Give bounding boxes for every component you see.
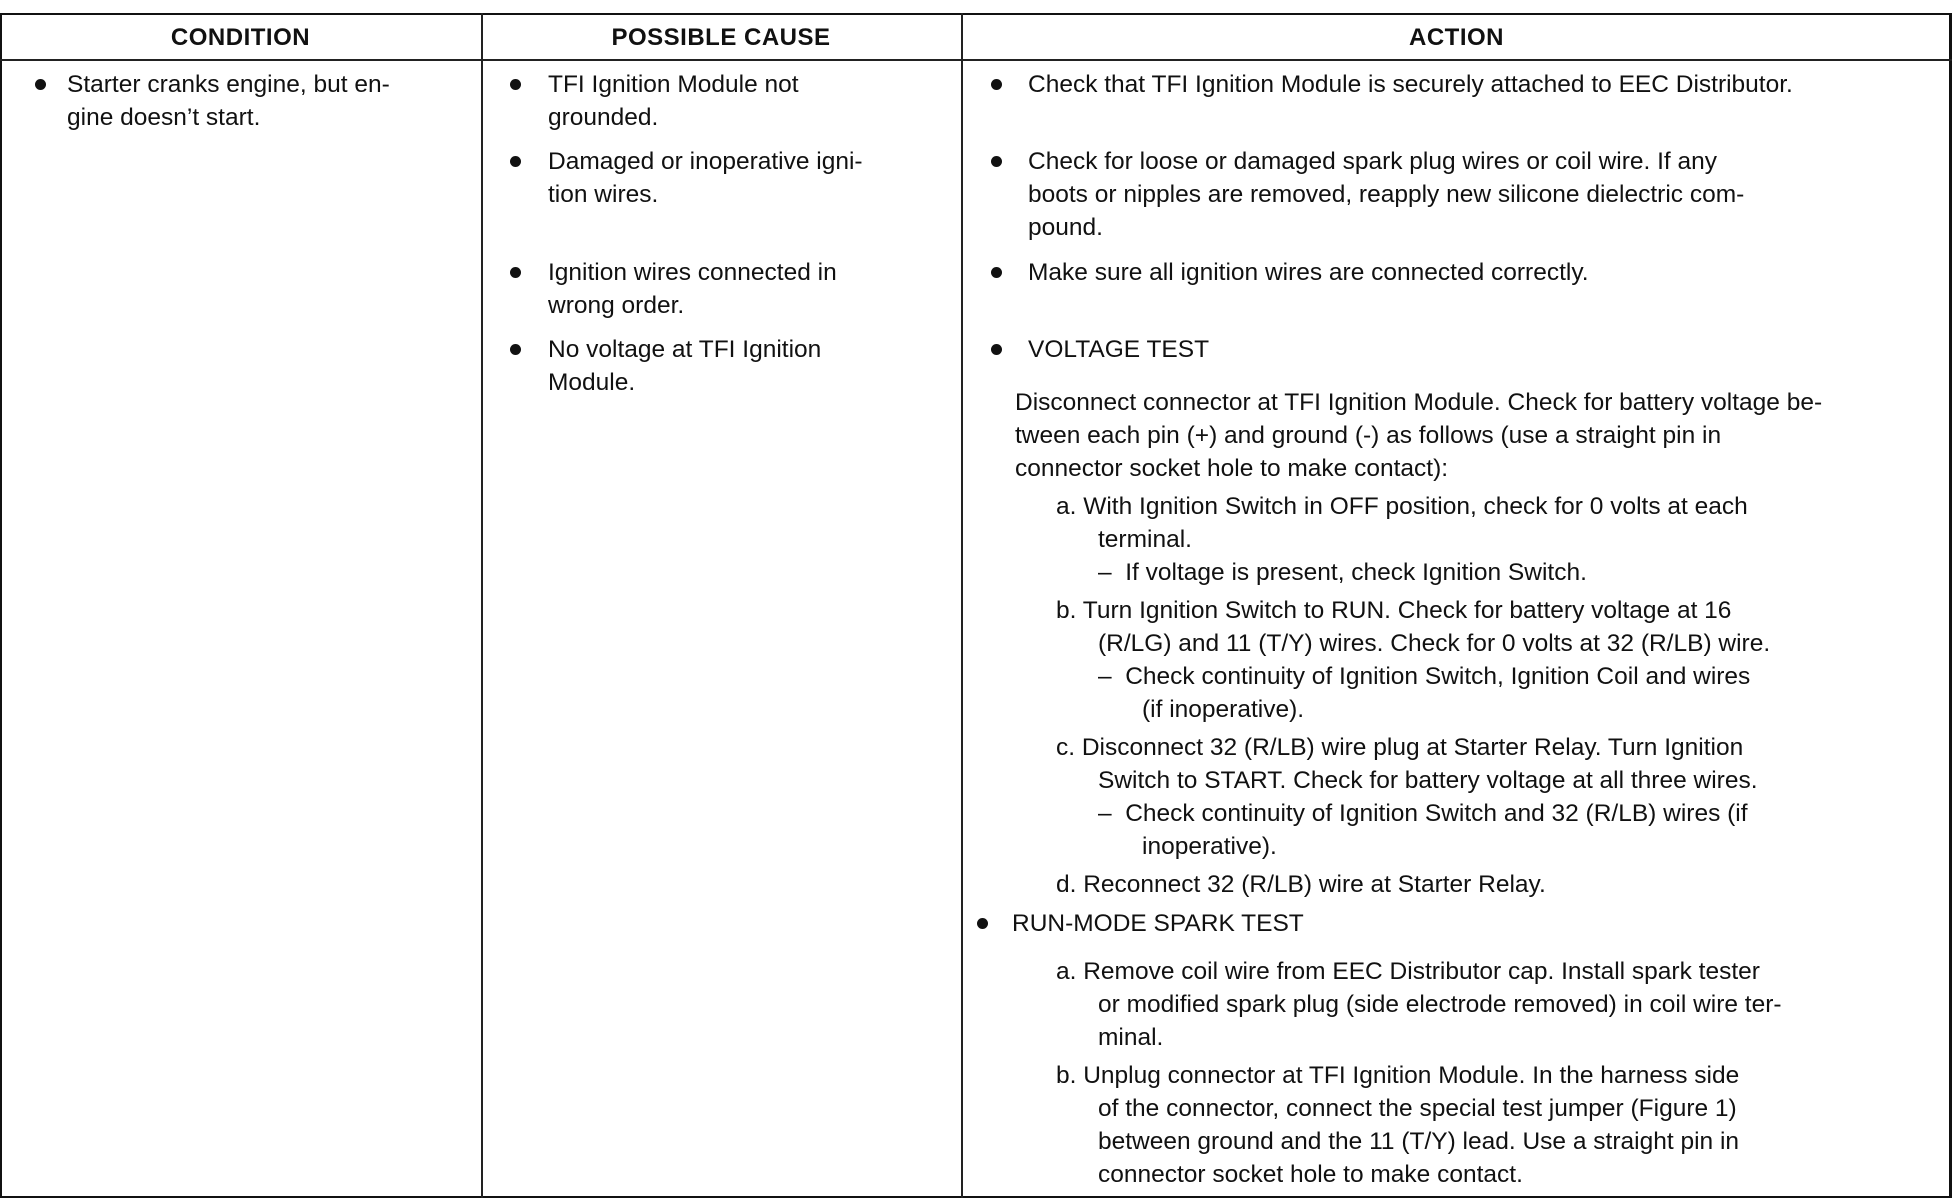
- run-mode-step-b: b. Unplug connector at TFI Ignition Module. In the harness side: [1056, 1062, 1740, 1089]
- action-line: Check that TFI Ignition Module is securely attached to EEC Distributor.: [1028, 71, 1793, 98]
- condition-line: gine doesn’t start.: [67, 104, 261, 131]
- bullet-icon: [510, 156, 521, 167]
- run-mode-step-a: or modified spark plug (side electrode removed) in coil wire ter-: [1098, 991, 1782, 1018]
- cause-line: No voltage at TFI Ignition: [548, 336, 822, 363]
- run-mode-step-a: a. Remove coil wire from EEC Distributor cap. Install spark tester: [1056, 958, 1760, 985]
- voltage-step-b: b. Turn Ignition Switch to RUN. Check for battery voltage at 16: [1056, 597, 1732, 624]
- condition-line: Starter cranks engine, but en-: [67, 71, 390, 98]
- action-line: pound.: [1028, 214, 1103, 241]
- bullet-icon: [977, 918, 988, 929]
- voltage-step-d: d. Reconnect 32 (R/LB) wire at Starter Relay.: [1056, 871, 1546, 898]
- bullet-icon: [35, 79, 46, 90]
- bullet-icon: [510, 344, 521, 355]
- action-line: Make sure all ignition wires are connected correctly.: [1028, 259, 1589, 286]
- cause-line: tion wires.: [548, 181, 659, 208]
- run-mode-step-b: connector socket hole to make contact.: [1098, 1161, 1523, 1188]
- voltage-test-intro: connector socket hole to make contact):: [1015, 455, 1449, 482]
- voltage-test-intro: Disconnect connector at TFI Ignition Module. Check for battery voltage be-: [1015, 389, 1823, 416]
- cause-line: grounded.: [548, 104, 659, 131]
- header-divider: [0, 59, 1952, 61]
- voltage-test-intro: tween each pin (+) and ground (-) as follows (use a straight pin in: [1015, 422, 1722, 449]
- header-action: ACTION: [1409, 24, 1504, 51]
- run-mode-step-b: of the connector, connect the special test jumper (Figure 1): [1098, 1095, 1737, 1122]
- voltage-step-b-sub: (if inoperative).: [1142, 696, 1305, 723]
- run-mode-step-a: minal.: [1098, 1024, 1164, 1051]
- action-line: boots or nipples are removed, reapply new silicone dielectric com-: [1028, 181, 1745, 208]
- header-condition: CONDITION: [170, 24, 311, 51]
- cause-line: Ignition wires connected in: [548, 259, 837, 286]
- column-divider-2: [961, 13, 963, 1198]
- voltage-step-c-sub: – Check continuity of Ignition Switch and 32 (R/LB) wires (if: [1098, 800, 1748, 827]
- bullet-icon: [991, 267, 1002, 278]
- bullet-icon: [510, 267, 521, 278]
- cause-line: Module.: [548, 369, 636, 396]
- voltage-step-a: a. With Ignition Switch in OFF position, check for 0 volts at each: [1056, 493, 1748, 520]
- voltage-step-c-sub: inoperative).: [1142, 833, 1277, 860]
- cause-line: TFI Ignition Module not: [548, 71, 799, 98]
- voltage-step-b: (R/LG) and 11 (T/Y) wires. Check for 0 volts at 32 (R/LB) wire.: [1098, 630, 1771, 657]
- voltage-step-a-sub: – If voltage is present, check Ignition Switch.: [1098, 559, 1587, 586]
- run-mode-title: RUN-MODE SPARK TEST: [1012, 910, 1304, 937]
- run-mode-step-b: between ground and the 11 (T/Y) lead. Use a straight pin in: [1098, 1128, 1740, 1155]
- bullet-icon: [991, 79, 1002, 90]
- header-possible-cause: POSSIBLE CAUSE: [611, 24, 831, 51]
- action-line: Check for loose or damaged spark plug wires or coil wire. If any: [1028, 148, 1718, 175]
- voltage-step-c: Switch to START. Check for battery voltage at all three wires.: [1098, 767, 1758, 794]
- bullet-icon: [991, 344, 1002, 355]
- voltage-test-title: VOLTAGE TEST: [1028, 336, 1210, 363]
- cause-line: Damaged or inoperative igni-: [548, 148, 863, 175]
- voltage-step-a: terminal.: [1098, 526, 1192, 553]
- cause-line: wrong order.: [548, 292, 685, 319]
- voltage-step-b-sub: – Check continuity of Ignition Switch, Ignition Coil and wires: [1098, 663, 1751, 690]
- bullet-icon: [510, 79, 521, 90]
- bullet-icon: [991, 156, 1002, 167]
- column-divider-1: [481, 13, 483, 1198]
- voltage-step-c: c. Disconnect 32 (R/LB) wire plug at Starter Relay. Turn Ignition: [1056, 734, 1744, 761]
